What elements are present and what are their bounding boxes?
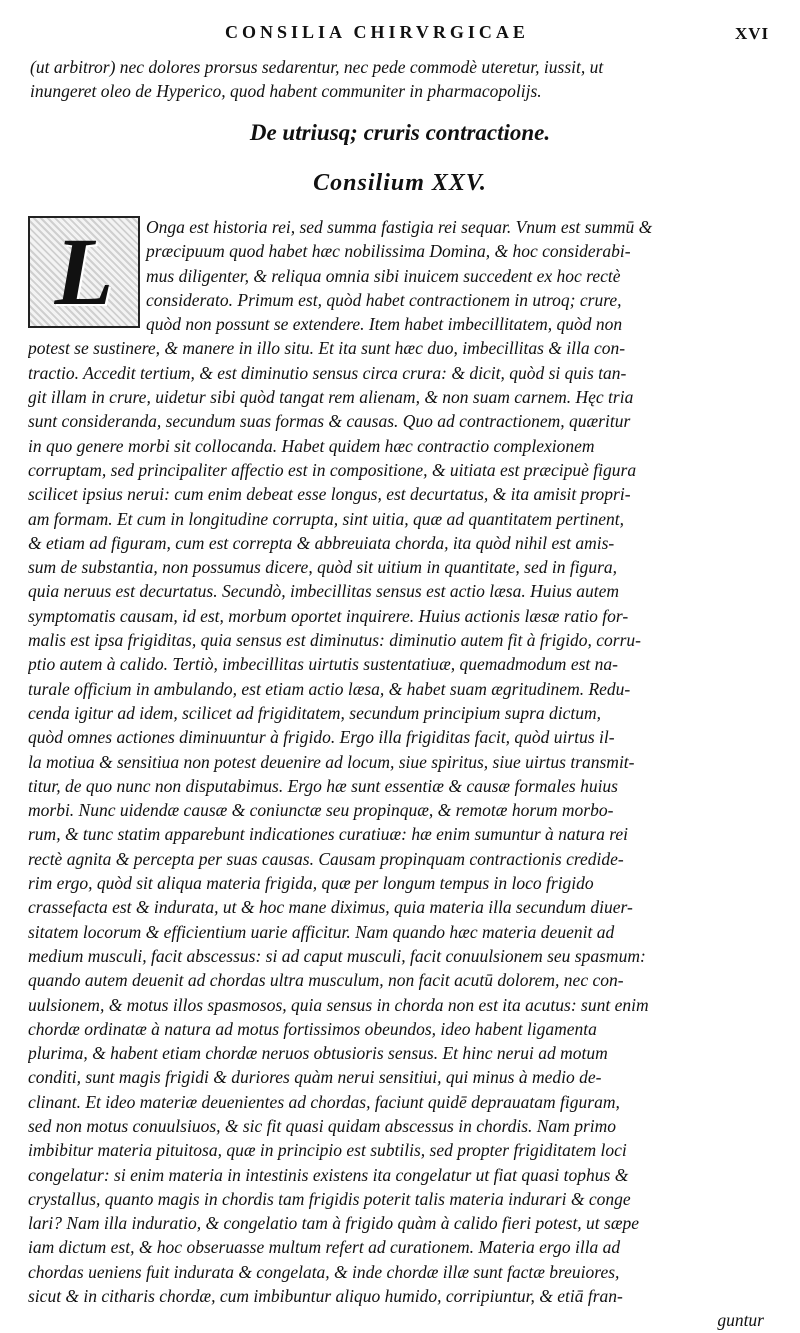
consilium-heading: Consilium XXV. [313,170,487,196]
body-line: sunt consideranda, secundum suas formas & causas. Quo ad contractionem, quæritur [28,411,631,432]
body-line: symptomatis causam, id est, morbum oportet inquirere. Huius actionis læsæ ratio for- [28,605,629,626]
body-line: crassefacta est & indurata, ut & hoc mane diximus, quia materia illa secundum diuer- [28,897,633,918]
intro-paragraph [30,55,770,103]
consilium-body-text [28,215,770,1333]
intro-line: inungeret oleo de Hyperico, quod habent communiter in pharmacopolijs. [30,81,542,101]
body-line: imbibitur materia pituitosa, quæ in principio est subtilis, sed propter frigiditatem loci [28,1140,627,1161]
body-line: chordæ ordinatæ à natura ad motus fortissimos obeundos, ideo habent ligamenta [28,1018,597,1039]
body-line: tractio. Accedit tertium, & est diminutio sensus circa crura: & dicit, quòd si quis tan- [28,362,627,383]
body-line: corruptam, sed principaliter affectio est in compositione, & uitiata est præcipuè figura [28,459,637,480]
body-line: malis est ipsa frigiditas, quia sensus est diminutus: diminutio autem fit à frigido, corru- [28,630,642,651]
body-line: clinant. Et ideo materiæ deuenientes ad chordas, faciunt quidē deprauatam figuram, [28,1091,620,1112]
body-line: conditi, sunt magis frigidi & duriores quàm nerui sensitiui, qui minus à medio de- [28,1067,602,1088]
body-line: potest se sustinere, & manere in illo situ. Et ita sunt hæc duo, imbecillitas & illa con- [28,338,626,359]
body-line: sed non motus conuulsiuos, & sic fit quasi quidam abscessus in chordis. Nam primo [28,1115,617,1136]
body-line: rim ergo, quòd sit aliqua materia frigida, quæ per longum tempus in loco frigido [28,873,594,894]
body-line: ptio autem à calido. Tertiò, imbecillitas uirtutis sustentatiuæ, quemadmodum est na- [28,654,618,675]
body-line: sitatem locorum & efficientium uarie afficitur. Nam quando hæc materia deuenit ad [28,921,615,942]
body-line: uulsionem, & motus illos spasmosos, quia sensus in chorda non est ita acutus: sunt enim [28,994,649,1015]
body-line: mus diligenter, & reliqua omnia sibi inuicem succedent ex hoc rectè [146,265,621,286]
body-line: plurima, & habent etiam chordæ neruos obtusioris sensus. Et hinc nerui ad motum [28,1043,608,1064]
body-line: quia neruus est decurtatus. Secundò, imbecillitas sensus est actio læsa. Huius autem [28,581,620,602]
body-line: cenda igitur ad idem, scilicet ad frigiditatem, secundum principium supra dictum, [28,702,602,723]
body-line: considerato. Primum est, quòd habet contractionem in utroq; crure, [146,289,622,310]
body-line: crystallus, quanto magis in chordis tam frigidis poterit talis materia indurari & conge [28,1188,631,1209]
body-line: in quo genere morbi sit collocanda. Habet quidem hæc contractio complexionem [28,435,595,456]
section-title: De utriusq; cruris contractione. [249,120,551,145]
body-line: sum de substantia, non possumus dicere, quòd sit uitium in quantitate, sed in figura, [28,557,618,578]
body-line: guntur [717,1310,764,1331]
folio-number: XVI [735,24,770,43]
body-line: scilicet ipsius nerui: cum enim debeat esse longus, est decurtatus, & ita amisit propri- [28,484,631,505]
body-line: quando autem deuenit ad chordas ultra musculum, non facit acutū dolorem, nec con- [28,970,624,991]
body-line: sicut & in citharis chordæ, cum imbibuntur aliquo humido, corripiuntur, & etiā fran- [28,1286,623,1307]
body-line: chordas ueniens fuit indurata & congelata, & inde chordæ illæ sunt factæ breuiores, [28,1261,620,1282]
body-line: turale officium in ambulando, est etiam actio læsa, & habet suam ægritudinem. Redu- [28,678,631,699]
body-line: lari? Nam illa induratio, & congelatio tam à frigido quàm à calido fieri potest, ut sæpe [28,1213,640,1234]
body-line: congelatur: si enim materia in intestinis existens ita congelatur ut fiat quasi tophus & [28,1164,629,1185]
body-line: am formam. Et cum in longitudine corrupta, sint uitia, quæ ad quantitatem pertinent, [28,508,624,529]
body-line: rectè agnita & percepta per suas causas. Causam propinquam contractionis credide- [28,848,624,869]
body-line: & etiam ad figuram, cum est correpta & abbreuiata chorda, ita quòd nihil est amis- [28,532,615,553]
body-line: git illam in crure, uidetur sibi quòd tangat rem alienam, & non suam carnem. Hęc tria [28,387,634,408]
initial-letter: L [54,218,114,325]
body-line: iam dictum est, & hoc obseruasse multum refert ad curationem. Materia ergo illa ad [28,1237,621,1258]
body-line: quòd non possunt se extendere. Item habet imbecillitatem, quòd non [146,314,623,335]
body-line: præcipuum quod habet hæc nobilissima Domina, & hoc considerabi- [146,241,631,262]
body-line: titur, de quo nunc non disputabimus. Ergo hæ sunt essentiæ & causæ formales huius [28,775,618,796]
intro-line: (ut arbitror) nec dolores prorsus sedarentur, nec pede commodè uteretur, iussit, ut [30,57,604,77]
body-line: medium musculi, facit abscessus: si ad caput musculi, facit conuulsionem seu spasmum: [28,945,646,966]
body-line: rum, & tunc statim apparebunt indicationes curatiuæ: hæ enim sumuntur à natura rei [28,824,629,845]
body-line: Onga est historia rei, sed summa fastigia rei sequar. Vnum est summū & [146,217,653,237]
running-title: CONSILIA CHIRVRGICAE [225,22,529,42]
body-line: quòd omnes actiones diminuuntur à frigido. Ergo illa frigiditas facit, quòd uirtus il- [28,727,615,748]
body-line: la motiua & sensitiua non potest deuenire ad locum, siue spiritus, siue uirtus transmit- [28,751,635,772]
body-line: morbi. Nunc uidendæ causæ & coniunctæ seu propinquæ, & remotæ horum morbo- [28,800,614,821]
